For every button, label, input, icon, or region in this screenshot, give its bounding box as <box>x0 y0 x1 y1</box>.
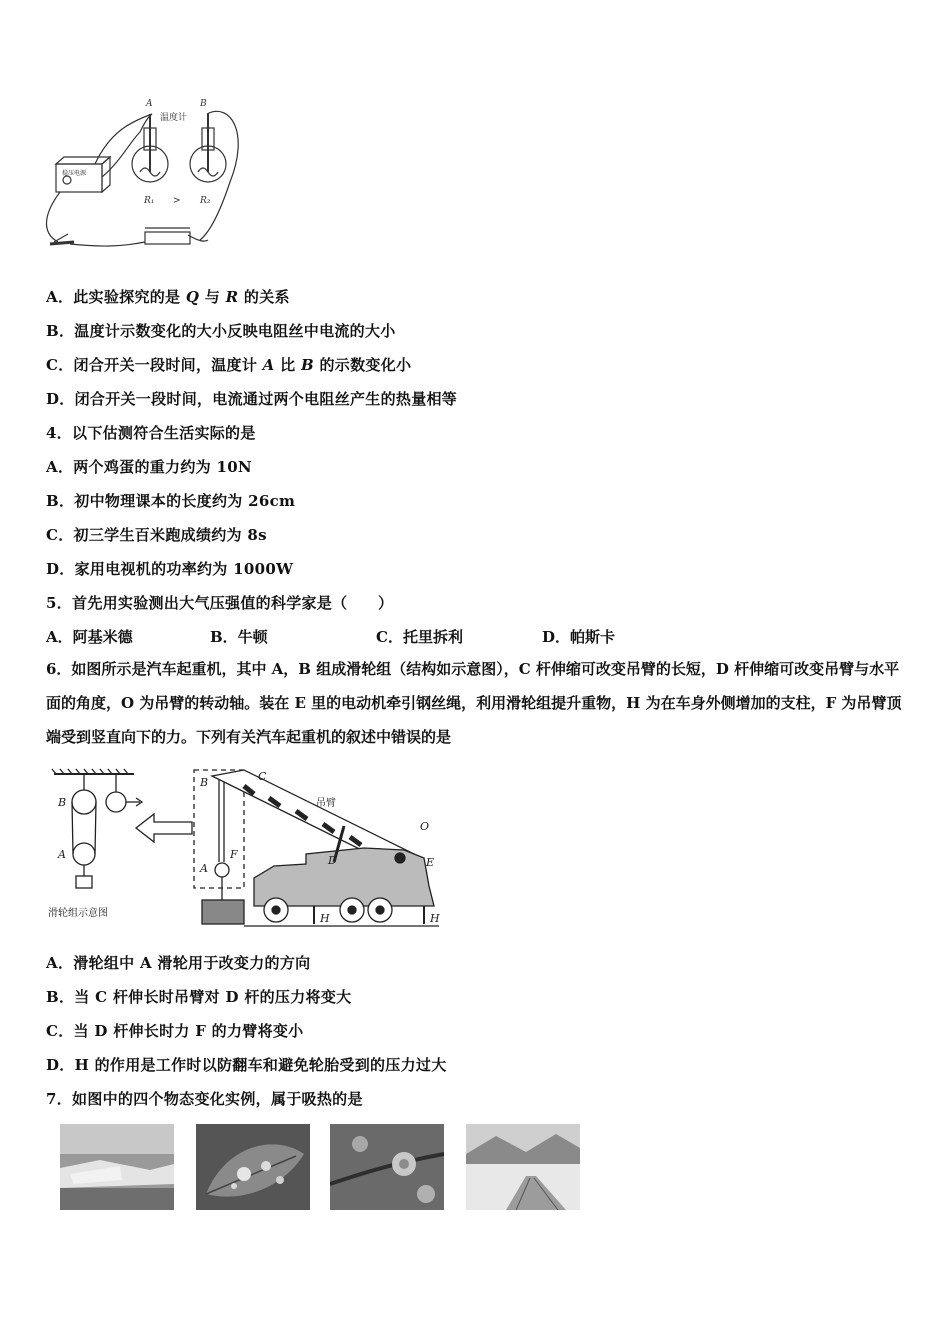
pulley-fixed <box>106 792 126 812</box>
q4-option-c: C．初三学生百米跑成绩约为 8s <box>46 526 267 544</box>
q5-option-b: B．牛顿 <box>210 628 268 646</box>
q6-stem: 6．如图所示是汽车起重机，其中 A，B 组成滑轮组（结构如示意图），C 杆伸缩可改变吊臂的长短，D 杆伸缩可改变吊臂与水平面的角度，O 为吊臂的转动轴。装在 E 里的电动机牵引钢丝绳，利用滑轮组提升重物，H 为在车身外侧增加的支柱，F 为吊臂顶端受到竖直向下的力。下列有关汽车起重机的叙述中错误的是 <box>46 660 902 746</box>
label-box-a: A <box>200 862 208 875</box>
q3-c-text-3: 的示数变化小 <box>313 356 412 374</box>
label-r1: R₁ <box>144 196 155 206</box>
label-c: C <box>258 770 267 783</box>
q4-option-b: B．初中物理课本的长度约为 26cm <box>46 492 296 510</box>
label-h-left: H <box>320 912 330 925</box>
rheostat <box>145 232 190 244</box>
q6-crane-figure <box>44 766 444 932</box>
q3-option-d: D．闭合开关一段时间，电流通过两个电阻丝产生的热量相等 <box>46 390 458 408</box>
pulley-b <box>72 790 96 814</box>
label-box-b: B <box>200 776 209 789</box>
q3-a-var-r: R <box>225 288 239 306</box>
arm-label: 吊臂 <box>316 798 336 809</box>
thermometer-label: 温度计 <box>160 113 188 123</box>
q4-stem: 4．以下估测符合生活实际的是 <box>46 424 256 442</box>
q3-a-var-q: Q <box>185 288 200 306</box>
q4-option-d: D．家用电视机的功率约为 1000W <box>46 560 294 578</box>
crane-truck <box>254 848 434 906</box>
label-pulley-b: B <box>58 796 67 809</box>
pivot-o <box>395 853 405 863</box>
frost-on-branch-photo <box>330 1124 444 1210</box>
q3-circuit-figure <box>40 92 250 257</box>
crane-load <box>202 900 244 924</box>
q5-option-d: D．帕斯卡 <box>542 628 616 646</box>
label-f: F <box>230 848 238 861</box>
fog-over-lake-photo <box>466 1124 580 1210</box>
compare-sign: > <box>173 196 181 206</box>
q4-option-a: A．两个鸡蛋的重力约为 10N <box>46 458 252 476</box>
q5-option-c: C．托里拆利 <box>376 628 463 646</box>
q5-option-a: A．阿基米德 <box>46 628 133 646</box>
q3-option-a <box>46 286 290 307</box>
q3-c-var-a: A <box>262 356 275 374</box>
crane-diagram <box>44 766 444 932</box>
label-d: D <box>328 854 337 867</box>
circuit-diagram <box>40 92 250 257</box>
pulley-load <box>76 876 92 888</box>
dew-on-leaf-photo <box>196 1124 310 1210</box>
q6-option-b: B．当 C 杆伸长时吊臂对 D 杆的压力将变大 <box>46 988 352 1006</box>
label-b: B <box>200 99 207 109</box>
q3-c-text-2: 比 <box>274 356 301 374</box>
q6-option-d: D．H 的作用是工作时以防翻车和避免轮胎受到的压力过大 <box>46 1056 447 1074</box>
q6-option-a: A．滑轮组中 A 滑轮用于改变力的方向 <box>46 954 311 972</box>
switch <box>50 242 74 244</box>
arrow-left <box>136 814 192 842</box>
power-knob <box>63 176 71 184</box>
label-o: O <box>420 820 430 833</box>
pulley-a <box>73 843 95 865</box>
q3-option-b: B．温度计示数变化的大小反映电阻丝中电流的大小 <box>46 322 396 340</box>
q5-stem: 5．首先用实验测出大气压强值的科学家是（ ） <box>46 594 394 612</box>
label-h-right: H <box>430 912 440 925</box>
pulley-caption: 滑轮组示意图 <box>48 908 108 919</box>
q6-option-c: C．当 D 杆伸长时力 F 的力臂将变小 <box>46 1022 304 1040</box>
label-pulley-a: A <box>58 848 66 861</box>
q3-option-c <box>46 354 411 375</box>
power-label: 稳压电源 <box>62 170 87 177</box>
label-e: E <box>426 856 435 869</box>
q3-a-text-1: A．此实验探究的是 <box>46 288 186 306</box>
q7-stem: 7．如图中的四个物态变化实例，属于吸热的是 <box>46 1090 363 1108</box>
label-r2: R₂ <box>200 196 211 206</box>
q3-c-text-1: C．闭合开关一段时间，温度计 <box>46 356 263 374</box>
ice-melting-photo <box>60 1124 174 1210</box>
q3-a-text-2: 与 <box>199 288 226 306</box>
q3-c-var-b: B <box>300 356 314 374</box>
label-a: A <box>146 99 153 109</box>
q3-a-text-3: 的关系 <box>238 288 290 306</box>
